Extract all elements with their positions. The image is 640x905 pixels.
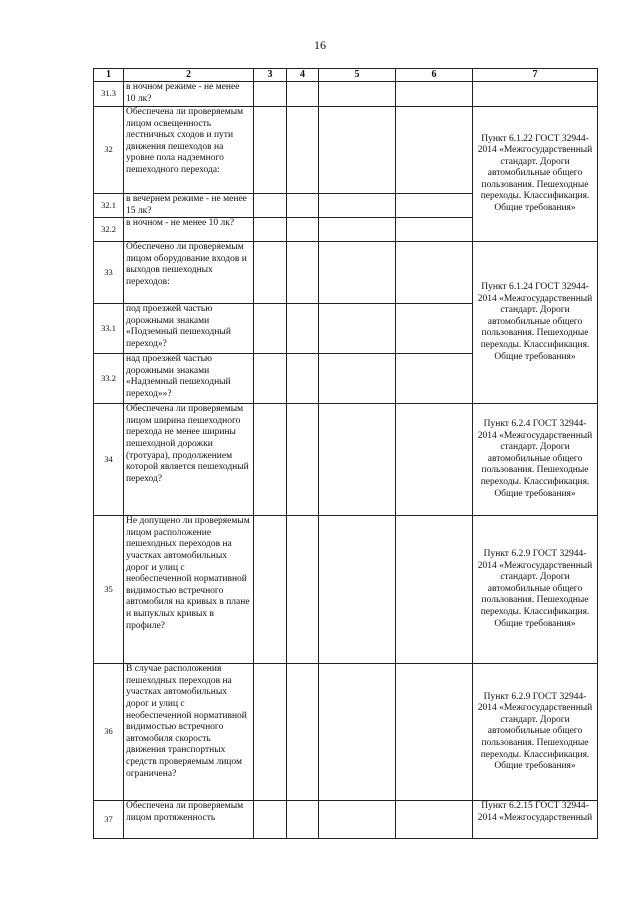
- answer-yes-cell[interactable]: [254, 218, 287, 242]
- answer-yes-cell[interactable]: [254, 107, 287, 194]
- column-header: 6: [396, 69, 473, 82]
- column-header: 2: [124, 69, 254, 82]
- item-number: 37: [94, 801, 124, 839]
- page-number: 16: [314, 38, 326, 52]
- note-cell[interactable]: [396, 218, 473, 242]
- question-text: В случае расположения пешеходных переходов на участках автомобильных дорог и улиц с необеспеченной нормативной видимостью встречного автомобиля скорость движения транспортных средств проверяемым лицом ограничена?: [124, 664, 254, 801]
- answer-no-cell[interactable]: [287, 664, 319, 801]
- question-text: Обеспечена ли проверяемым лицом освещенность лестничных сходов и пути движения пешеходов на уровне пола надземного пешеходного перехода:: [124, 107, 254, 194]
- note-cell[interactable]: [396, 82, 473, 107]
- item-number: 35: [94, 516, 124, 664]
- question-text: в вечернем режиме - не менее 15 лк?: [124, 194, 254, 218]
- answer-yes-cell[interactable]: [254, 664, 287, 801]
- not-applicable-cell[interactable]: [319, 82, 396, 107]
- answer-yes-cell[interactable]: [254, 801, 287, 839]
- not-applicable-cell[interactable]: [319, 404, 396, 516]
- question-text: над проезжей частью дорожными знаками «Надземный пешеходный переход»»?: [124, 354, 254, 404]
- item-number: 33: [94, 242, 124, 304]
- item-number: 32.1: [94, 194, 124, 218]
- note-cell[interactable]: [396, 304, 473, 354]
- answer-no-cell[interactable]: [287, 404, 319, 516]
- item-number: 36: [94, 664, 124, 801]
- reference-cell: Пункт 6.1.22 ГОСТ 32944-2014 «Межгосударственный стандарт. Дороги автомобильные общего пользования. Пешеходные переходы. Классификация. Общие требования»: [473, 107, 598, 242]
- question-text: Обеспечена ли проверяемым лицом протяженность: [124, 801, 254, 839]
- answer-no-cell[interactable]: [287, 218, 319, 242]
- item-number: 33.1: [94, 304, 124, 354]
- not-applicable-cell[interactable]: [319, 242, 396, 304]
- table-row: [94, 516, 598, 664]
- item-number: 32.2: [94, 218, 124, 242]
- item-number: 34: [94, 404, 124, 516]
- note-cell[interactable]: [396, 801, 473, 839]
- answer-no-cell[interactable]: [287, 354, 319, 404]
- not-applicable-cell[interactable]: [319, 801, 396, 839]
- answer-no-cell[interactable]: [287, 82, 319, 107]
- answer-no-cell[interactable]: [287, 107, 319, 194]
- checklist-table: [93, 68, 598, 839]
- note-cell[interactable]: [396, 404, 473, 516]
- question-text: Обеспечено ли проверяемым лицом оборудование входов и выходов пешеходных переходов:: [124, 242, 254, 304]
- reference-cell: Пункт 6.2.9 ГОСТ 32944-2014 «Межгосударственный стандарт. Дороги автомобильные общего пользования. Пешеходные переходы. Классификация. Общие требования»: [473, 664, 598, 801]
- column-header: 1: [94, 69, 124, 82]
- answer-no-cell[interactable]: [287, 242, 319, 304]
- not-applicable-cell[interactable]: [319, 304, 396, 354]
- reference-cell: Пункт 6.1.24 ГОСТ 32944-2014 «Межгосударственный стандарт. Дороги автомобильные общего пользования. Пешеходные переходы. Классификация. Общие требования»: [473, 242, 598, 404]
- not-applicable-cell[interactable]: [319, 354, 396, 404]
- table-row: [94, 107, 598, 194]
- table-row: [94, 82, 598, 107]
- reference-cell: Пункт 6.2.9 ГОСТ 32944-2014 «Межгосударственный стандарт. Дороги автомобильные общего пользования. Пешеходные переходы. Классификация. Общие требования»: [473, 516, 598, 664]
- not-applicable-cell[interactable]: [319, 664, 396, 801]
- question-text: в ночном - не менее 10 лк?: [124, 218, 254, 242]
- answer-yes-cell[interactable]: [254, 82, 287, 107]
- item-number: 33.2: [94, 354, 124, 404]
- answer-yes-cell[interactable]: [254, 354, 287, 404]
- answer-no-cell[interactable]: [287, 516, 319, 664]
- reference-cell: Пункт 6.2.15 ГОСТ 32944-2014 «Межгосударственный: [473, 801, 598, 839]
- column-header: 7: [473, 69, 598, 82]
- table-row: [94, 242, 598, 304]
- answer-no-cell[interactable]: [287, 194, 319, 218]
- table-row: [94, 404, 598, 516]
- note-cell[interactable]: [396, 242, 473, 304]
- column-header: 3: [254, 69, 287, 82]
- column-header: 4: [287, 69, 319, 82]
- answer-no-cell[interactable]: [287, 801, 319, 839]
- note-cell[interactable]: [396, 664, 473, 801]
- reference-cell: [473, 82, 598, 107]
- note-cell[interactable]: [396, 516, 473, 664]
- not-applicable-cell[interactable]: [319, 218, 396, 242]
- note-cell[interactable]: [396, 107, 473, 194]
- table-row: [94, 801, 598, 839]
- question-text: под проезжей частью дорожными знаками «Подземный пешеходный переход»?: [124, 304, 254, 354]
- question-text: Обеспечена ли проверяемым лицом ширина пешеходного перехода не менее ширины пешеходной дорожки (тротуара), продолжением которой является пешеходный переход?: [124, 404, 254, 516]
- answer-yes-cell[interactable]: [254, 404, 287, 516]
- item-number: 32: [94, 107, 124, 194]
- answer-yes-cell[interactable]: [254, 516, 287, 664]
- answer-yes-cell[interactable]: [254, 242, 287, 304]
- question-text: в ночном режиме - не менее 10 лк?: [124, 82, 254, 107]
- not-applicable-cell[interactable]: [319, 107, 396, 194]
- header-row: [94, 69, 598, 82]
- column-header: 5: [319, 69, 396, 82]
- note-cell[interactable]: [396, 354, 473, 404]
- answer-no-cell[interactable]: [287, 304, 319, 354]
- answer-yes-cell[interactable]: [254, 304, 287, 354]
- note-cell[interactable]: [396, 194, 473, 218]
- answer-yes-cell[interactable]: [254, 194, 287, 218]
- not-applicable-cell[interactable]: [319, 194, 396, 218]
- item-number: 31.3: [94, 82, 124, 107]
- reference-cell: Пункт 6.2.4 ГОСТ 32944-2014 «Межгосударственный стандарт. Дороги автомобильные общего пользования. Пешеходные переходы. Классификация. Общие требования»: [473, 404, 598, 516]
- table-row: [94, 664, 598, 801]
- not-applicable-cell[interactable]: [319, 516, 396, 664]
- question-text: Не допущено ли проверяемым лицом расположение пешеходных переходов на участках автомобильных дорог и улиц с необеспеченной нормативной видимостью встречного автомобиля на кривых в плане и выпуклых кривых в профиле?: [124, 516, 254, 664]
